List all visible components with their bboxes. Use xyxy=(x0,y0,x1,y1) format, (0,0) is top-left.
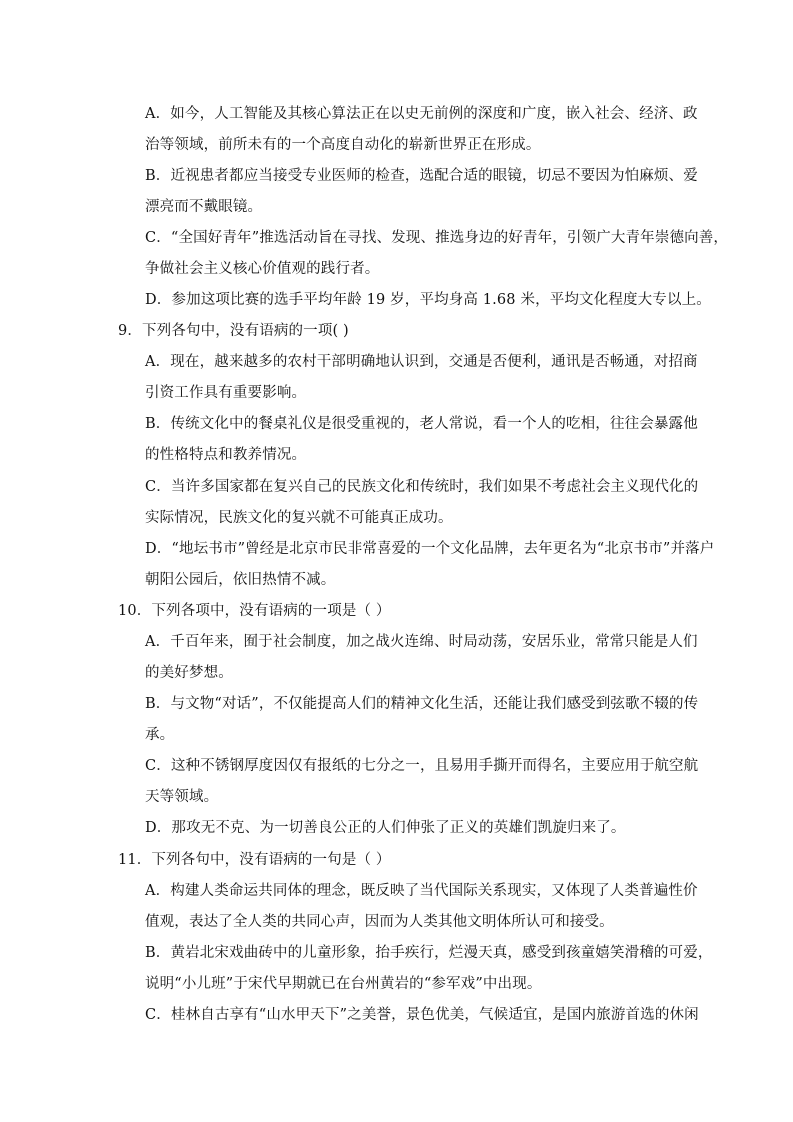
question-11-stem: 11．下列各句中，没有语病的一句是（ ） xyxy=(118,852,391,868)
q10-option-c-line-1: C．这种不锈钢厚度因仅有报纸的七分之一，且易用手撕开而得名，主要应用于航空航 xyxy=(145,758,699,774)
q9-option-a-line-1: A．现在，越来越多的农村干部明确地认识到，交通是否便利，通讯是否畅通，对招商 xyxy=(145,354,698,370)
q11-option-b-line-1: B．黄岩北宋戏曲砖中的儿童形象，抬手疾行，烂漫天真，感受到孩童嬉笑滑稽的可爱， xyxy=(145,945,713,961)
question-10-stem: 10．下列各项中，没有语病的一项是（ ） xyxy=(118,603,391,619)
q11-option-a-line-2: 值观，表达了全人类的共同心声，因而为人类其他文明体所认可和接受。 xyxy=(145,914,614,930)
q9-option-b-line-1: B．传统文化中的餐桌礼仪是很受重视的，老人常说，看一个人的吃相，往往会暴露他 xyxy=(145,416,698,432)
option-c-line-1: C．“全国好青年”推选活动旨在寻找、发现、推选身边的好青年，引领广大青年崇德向善， xyxy=(145,230,729,246)
q10-option-d-line-1: D．那攻无不克、为一切善良公正的人们伸张了正义的英雄们凯旋归来了。 xyxy=(145,820,626,836)
q9-option-a-line-2: 引资工作具有重要影响。 xyxy=(145,385,307,401)
q9-option-b-line-2: 的性格特点和教养情况。 xyxy=(145,447,307,463)
q10-option-b-line-2: 承。 xyxy=(145,727,175,743)
option-a-line-1: A．如今，人工智能及其核心算法正在以史无前例的深度和广度，嵌入社会、经济、政 xyxy=(145,106,698,122)
q11-option-b-line-2: 说明“小儿班”于宋代早期就已在台州黄岩的“参军戏”中出现。 xyxy=(145,976,542,992)
question-9-stem: 9．下列各句中，没有语病的一项( ) xyxy=(118,323,349,339)
option-c-line-2: 争做社会主义核心价值观的践行者。 xyxy=(145,261,380,277)
option-b-line-2: 漂亮而不戴眼镜。 xyxy=(145,199,263,215)
option-d-line-1: D．参加这项比赛的选手平均年龄 19 岁，平均身高 1.68 米，平均文化程度大专以上。 xyxy=(145,292,711,308)
q9-option-c-line-2: 实际情况，民族文化的复兴就不可能真正成功。 xyxy=(145,510,453,526)
q10-option-b-line-1: B．与文物“对话”，不仅能提高人们的精神文化生活，还能让我们感受到弦歌不辍的传 xyxy=(145,696,699,712)
q11-option-c-line-1: C．桂林自古享有“山水甲天下”之美誉，景色优美，气候适宜，是国内旅游首选的休闲 xyxy=(145,1007,699,1023)
q10-option-c-line-2: 天等领域。 xyxy=(145,789,219,805)
option-a-line-2: 治等领域，前所未有的一个高度自动化的崭新世界正在形成。 xyxy=(145,137,541,153)
q10-option-a-line-2: 的美好梦想。 xyxy=(145,665,233,681)
q9-option-d-line-1: D．“地坛书市”曾经是北京市民非常喜爱的一个文化品牌，去年更名为“北京书市”并落户 xyxy=(145,541,715,557)
q11-option-a-line-1: A．构建人类命运共同体的理念，既反映了当代国际关系现实，又体现了人类普遍性价 xyxy=(145,883,698,899)
option-b-line-1: B．近视患者都应当接受专业医师的检查，选配合适的眼镜，切忌不要因为怕麻烦、爱 xyxy=(145,168,698,184)
q10-option-a-line-1: A．千百年来，囿于社会制度，加之战火连绵、时局动荡，安居乐业，常常只能是人们 xyxy=(145,634,698,650)
q9-option-c-line-1: C．当许多国家都在复兴自己的民族文化和传统时，我们如果不考虑社会主义现代化的 xyxy=(145,479,699,495)
q9-option-d-line-2: 朝阳公园后，依旧热情不减。 xyxy=(145,572,336,588)
